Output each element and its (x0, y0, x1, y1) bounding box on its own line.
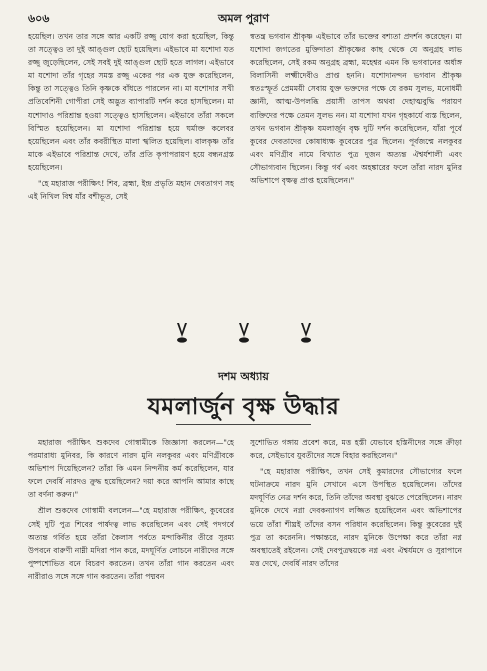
chapter-title: যমলার্জুন বৃক্ষ উদ্ধার (147, 393, 340, 420)
paragraph: "হে মহারাজ পরীক্ষিৎ! শিব, ব্রহ্মা, ইন্দ্র প্রভৃতি মহান দেবতাগণ সহ এই নিখিল বিশ্ব যাঁর বশীভূত, সেই (28, 179, 234, 202)
paragraph: মহারাজ পরীক্ষিৎ শুকদেব গোস্বামীকে জিজ্ঞাসা করলেন—"হে পরমারাধ্য মুনিবর, কি কারণে নারদ মুনি নলকুবর এবং মণিগ্রীবকে অভিশাপ দিয়েছিলেন? তাঁরা কি এমন নিন্দনীয় কর্ম করেছিলেন, যার ফলে দেবর্ষি নারদও ক্রুদ্ধ হয়েছিলেন? দয়া করে আপনি আমার কাছে তা বর্ণনা করুন।" (28, 438, 234, 500)
paragraph: হয়েছিল। তখন তার সঙ্গে আর একটি রজ্জু যোগ করা হয়েছিল, কিন্তু তা সত্ত্বেও তা দুই আঙ্গুল ছোট হয়েছিল। এইভাবে মা যশোদা যত রজ্জু জুড়েছিলেন, সেই সবই দুই আঙ্গুল ছোট হতে লাগল। এইভাবে মা যশোদা তাঁর গৃহের সমস্ত রজ্জু একের পর এক যুক্ত করেছিলেন, কিন্তু তা সত্ত্বেও তিনি কৃষ্ণকে বাঁধতে পারলেন না। মা যশোদার সখী প্রতিবেশিনী গোপীরা সেই অদ্ভুত ব্যাপারটি দর্শন করে হাসছিলেন। মা যশোদাও পরিশ্রান্ত হওয়া সত্ত্বেও হাসছিলেন। এইভাবে তাঁরা সকলে বিস্মিত হয়েছিলেন। মা যশোদা পরিশ্রান্ত হয়ে ঘর্মাক্ত কলেবর হয়েছিলেন এবং তাঁর কবরীস্থিত মালা স্খলিত হয়েছিল। বালকৃষ্ণ তাঁর মাকে এইভাবে পরিশ্রান্ত দেখে, তাঁর প্রতি কৃপাপরায়ণ হয়ে বন্ধনগ্রস্ত হয়েছিলেন। (28, 32, 234, 172)
tilak-ornament-icon (236, 321, 252, 345)
chapter-label: দশম অধ্যায় (218, 370, 269, 383)
paragraph: সুশোভিত গঙ্গায় প্রবেশ করে, মত্ত হস্তী যেভাবে হস্তিনীদের সঙ্গে ক্রীড়া করে, সেইভাবে যুবতীদের সঙ্গে বিহার করছিলেন।" (250, 438, 462, 461)
title-underline (176, 424, 311, 425)
text-column-top-right (250, 30, 462, 308)
text-column-bottom-left (28, 436, 234, 668)
tilak-ornament-icon (298, 321, 314, 345)
paragraph: স্বতন্ত্র ভগবান শ্রীকৃষ্ণ এইভাবে তাঁর ভক্তের বশ্যতা প্রদর্শন করেছেন। মা যশোদা জগতের মুক্তিদাতা শ্রীকৃষ্ণের কাছ থেকে যে অনুগ্রহ লাভ করেছিলেন, সেই রকম অনুগ্রহ ব্রহ্মা, মহেশ্বর এমন কি ভগবানের অর্ধাঙ্গ বিলাসিনী লক্ষ্মীদেবীও প্রাপ্ত হননি। যশোদানন্দন ভগবান শ্রীকৃষ্ণ স্বতঃস্ফূর্ত প্রেমময়ী সেবায় যুক্ত ভক্তদের পক্ষে যে রকম সুলভ, মনোধর্মী জ্ঞানী, আত্ম-উপলব্ধি প্রয়াসী তাপস অথবা দেহাত্মবুদ্ধি পরায়ণ ব্যক্তিদের পক্ষে তেমন সুলভ নন। মা যশোদা যখন গৃহকার্যে ব্যস্ত ছিলেন, তখন ভগবান শ্রীকৃষ্ণ যমলার্জুন বৃক্ষ দুটি দর্শন করেছিলেন, যাঁরা পূর্বে কুবের দেবতাদের কোষাধ্যক্ষ কুবেরের পুত্র ছিলেন। পূর্বজন্মে নলকুবর এবং মণিগ্রীব নামে বিখ্যাত পুত্র দুজন অত্যন্ত ঐশ্বর্যশালী এবং সৌভাগ্যবান ছিলেন। কিন্তু গর্ব এবং অহঙ্কারের ফলে তাঁরা নারদ মুনির অভিশাপে বৃক্ষত্ব প্রাপ্ত হয়েছিলেন।" (250, 32, 462, 186)
paragraph: শ্রীল শুকদেব গোস্বামী বললেন—"হে মহারাজ পরীক্ষিৎ, কুবেরের সেই দুটি পুত্র শিবের পার্ষদত্ব লাভ করেছিলেন এবং সেই পদগর্বে অত্যন্ত গর্বিত হয়ে তাঁরা কৈলাস পর্বতে মন্দাকিনীর তীরে সুরম্য উপবনে বারুণী নাম্নী মদিরা পান করে, মদঘূর্ণিত লোচনে নারীদের সঙ্গে পুষ্পশোভিত বনে বিচরণ করতেন। তখন তাঁরা গান করতেন এবং নারীরাও সঙ্গে সঙ্গে গান করতেন। তাঁরা পদ্মবন (28, 506, 234, 581)
text-column-top-left (28, 30, 234, 308)
running-title: অমল পুরাণ (217, 12, 270, 25)
page-number: ৬০৬ (28, 12, 50, 25)
section-ornament (0, 318, 487, 348)
paragraph: "হে মহারাজ পরীক্ষিৎ, তখন সেই কুমারদের সৌভাগ্যের ফলে ঘটনাক্রমে নারদ মুনি সেখানে এসে উপস্থিত হয়েছিলেন। তাঁদের মদঘূর্ণিত নেত্র দর্শন করে, তিনি তাঁদের অবস্থা বুঝতে পেরেছিলেন। নারদ মুনিকে দেখে নগ্না দেবকন্যাগণ লজ্জিত হয়েছিলেন এবং অভিশাপের ভয়ে তাঁরা শীঘ্রই তাঁদের বসন পরিধান করেছিলেন। কিন্তু কুবেরের দুই পুত্র তা করেননি। পক্ষান্তরে, নারদ মুনিকে উপেক্ষা করে তাঁরা নগ্ন অবস্থাতেই রইলেন। সেই দেবপুত্রদ্বয়কে নগ্ন এবং ঐশ্বর্যমদে ও সুরাপানে মত্ত দেখে, দেবর্ষি নারদ তাঁদের (250, 467, 462, 568)
page-header (28, 10, 459, 30)
text-column-bottom-right (250, 436, 462, 668)
tilak-ornament-icon (174, 321, 190, 345)
